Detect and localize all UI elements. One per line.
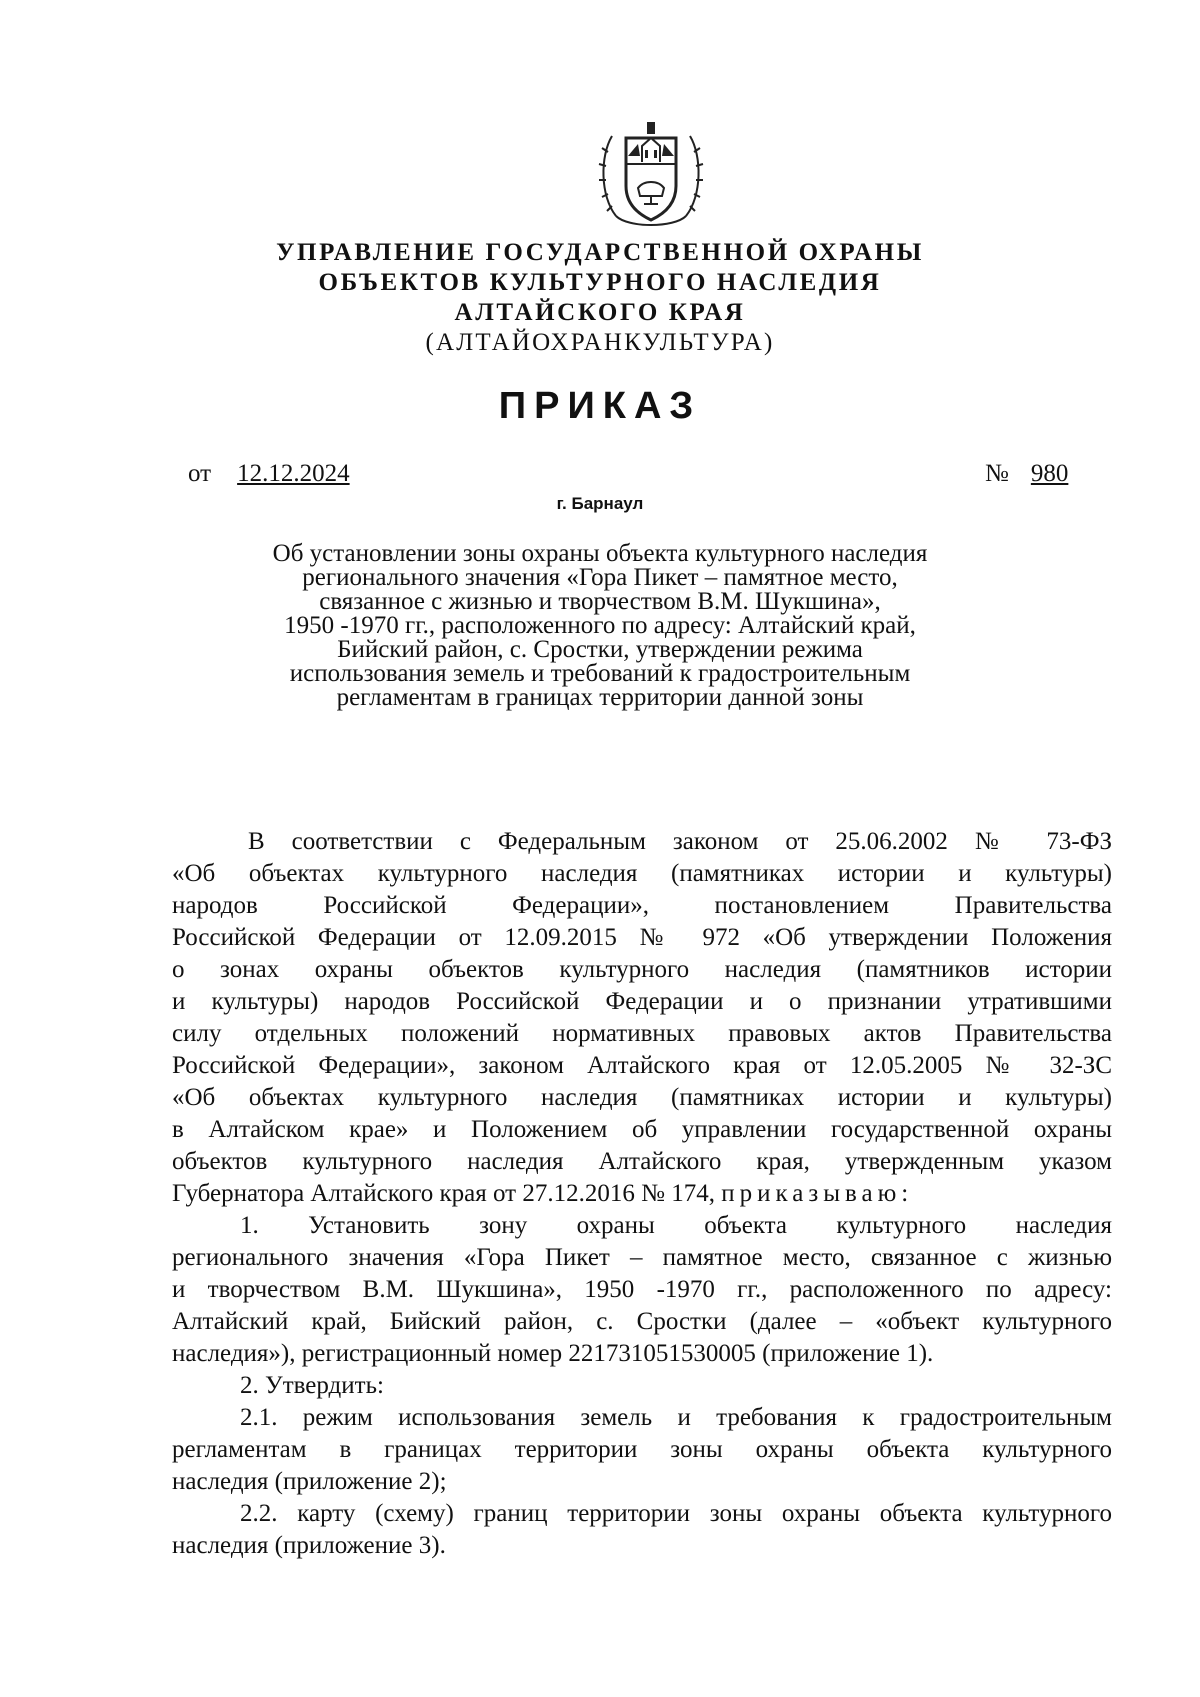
date-label: от — [188, 460, 212, 487]
body-line: 2.2. карту (схему) границ территории зоны охраны объекта культурного — [240, 1500, 1112, 1527]
body-line: и культуры) народов Российской Федерации и о признании утратившими — [172, 988, 1112, 1015]
subject-line: Бийский район, с. Сростки, утверждении режима — [337, 636, 863, 663]
number-label: № — [985, 460, 1009, 487]
body-line: наследия (приложение 2); — [172, 1468, 447, 1495]
body-line-text: Губернатора Алтайского края от 27.12.2016 № 174, — [172, 1180, 715, 1207]
body-line: в Алтайском крае» и Положением об управлении государственной охраны — [172, 1116, 1112, 1143]
number-row — [985, 460, 1068, 488]
body-line: наследия (приложение 3). — [172, 1532, 446, 1559]
subject-line: регионального значения «Гора Пикет – памятное место, — [302, 564, 898, 591]
header-line-4: (АЛТАЙОХРАНКУЛЬТУРА) — [425, 329, 775, 356]
organization-header — [200, 238, 1000, 358]
body-line: регионального значения «Гора Пикет – памятное место, связанное с жизнью — [172, 1244, 1112, 1271]
subject-line: использования земель и требований к градостроительным — [289, 660, 911, 687]
body-line: «Об объектах культурного наследия (памятниках истории и культуры) — [172, 860, 1112, 887]
body-line: 2. Утвердить: — [240, 1372, 384, 1399]
header-line-1: УПРАВЛЕНИЕ ГОСУДАРСТВЕННОЙ ОХРАНЫ — [276, 239, 924, 266]
body-line: силу отдельных положений нормативных правовых актов Правительства — [172, 1020, 1112, 1047]
body-line: «Об объектах культурного наследия (памятниках истории и культуры) — [172, 1084, 1112, 1111]
body-line: народов Российской Федерации», постановлением Правительства — [172, 892, 1112, 919]
subject-line: связанное с жизнью и творчеством В.М. Шукшина», — [319, 588, 881, 615]
header-line-3: АЛТАЙСКОГО КРАЯ — [454, 299, 746, 326]
document-subject — [230, 542, 970, 710]
date-value: 12.12.2024 — [237, 460, 350, 487]
body-line: наследия»), регистрационный номер 221731051530005 (приложение 1). — [172, 1340, 934, 1367]
order-word: приказываю: — [721, 1180, 914, 1207]
body-line: В соответствии с Федеральным законом от 25.06.2002 № 73-ФЗ — [248, 828, 1112, 855]
document-title: ПРИКАЗ — [498, 385, 702, 427]
body-line: 1. Установить зону охраны объекта культурного наследия — [240, 1212, 1112, 1239]
body-line: объектов культурного наследия Алтайского края, утвержденным указом — [172, 1148, 1112, 1175]
body-line: 2.1. режим использования земель и требования к градостроительным — [240, 1404, 1112, 1431]
body-line: регламентам в границах территории зоны охраны объекта культурного — [172, 1436, 1112, 1463]
header-line-2: ОБЪЕКТОВ КУЛЬТУРНОГО НАСЛЕДИЯ — [318, 269, 882, 296]
body-line: и творчеством В.М. Шукшина», 1950 -1970 гг., расположенного по адресу: — [172, 1276, 1112, 1303]
subject-line: 1950 -1970 гг., расположенного по адресу: Алтайский край, — [284, 612, 916, 639]
body-line: Российской Федерации от 12.09.2015 № 972 «Об утверждении Положения — [172, 924, 1112, 951]
body-line-order — [172, 1178, 1112, 1210]
body-line: Алтайский край, Бийский район, с. Сростки (далее – «объект культурного — [172, 1308, 1112, 1335]
coat-of-arms-emblem — [598, 116, 704, 234]
body-line: Российской Федерации», законом Алтайского края от 12.05.2005 № 32-ЗС — [172, 1052, 1112, 1079]
body-line: о зонах охраны объектов культурного наследия (памятников истории — [172, 956, 1112, 983]
subject-line: регламентам в границах территории данной зоны — [336, 684, 864, 711]
city: г. Барнаул — [556, 494, 644, 513]
subject-line: Об установлении зоны охраны объекта культурного наследия — [272, 540, 928, 567]
document-body — [172, 826, 1112, 1562]
date-row — [188, 460, 350, 488]
number-value: 980 — [1030, 460, 1069, 487]
